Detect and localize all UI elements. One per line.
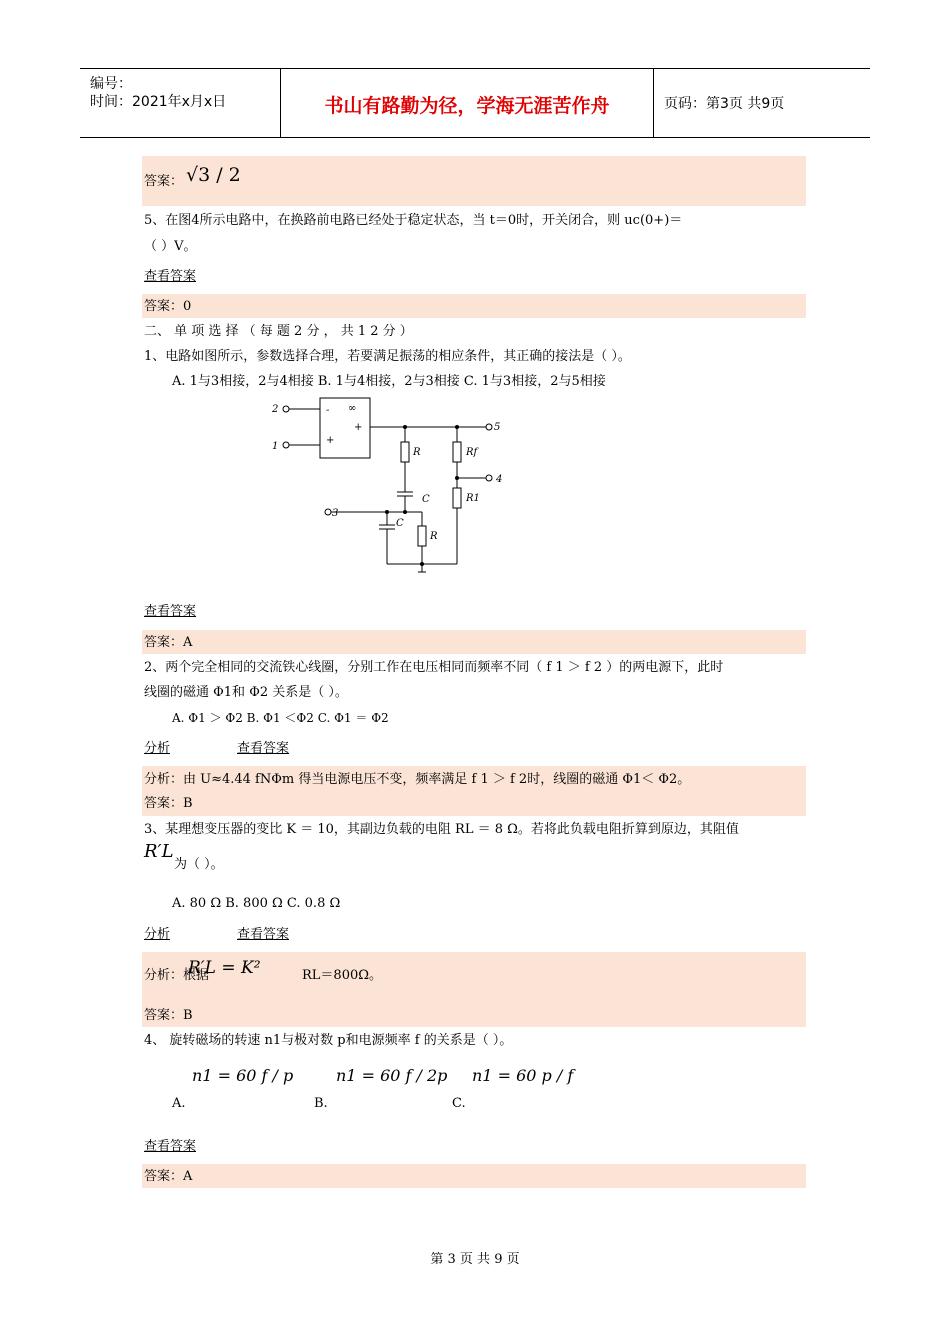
q5-stem-line2: （ ）V。: [144, 239, 197, 254]
label-c-top: C: [422, 494, 430, 505]
q3-stem-line2: 为（ ）。: [174, 857, 224, 872]
q4-option-a-label: A.: [172, 1096, 186, 1111]
label-r-bottom: R: [430, 531, 438, 542]
page-code: 页码：第3页 共9页: [664, 96, 785, 112]
q3-analysis-link[interactable]: 分析: [144, 927, 171, 942]
motto: 书山有路勤为径，学海无涯苦作舟: [324, 95, 610, 117]
q4-stem: 4、 旋转磁场的转速 n1与极对数 p和电源频率 f 的关系是（ ）。: [144, 1033, 513, 1048]
q1-answer: 答案：A: [144, 635, 193, 650]
q3-stem-line1: 3、某理想变压器的变比 K ＝ 10，其副边负载的电阻 RL ＝ 8 Ω。若将此负载电阻折算到原边，其阻值: [144, 822, 739, 837]
label-n2: 2: [272, 404, 279, 415]
label-inf: ∞: [348, 403, 357, 414]
q4-answer: 答案：A: [144, 1169, 193, 1184]
q3-answer: 答案：B: [144, 1008, 193, 1023]
label-n1: 1: [272, 441, 279, 452]
label-c-bottom: C: [396, 518, 404, 529]
document-time-label: 时间：2021年x月x日: [90, 94, 227, 110]
label-n5: 5: [494, 422, 501, 433]
q4-option-b-label: B.: [314, 1096, 328, 1111]
q2-analysis-link[interactable]: 分析: [144, 741, 171, 756]
q2-view-answer-link[interactable]: 查看答案: [237, 741, 290, 756]
answer-band-q5: [142, 294, 806, 318]
terminal-4: [486, 475, 492, 481]
terminal-5: [486, 424, 492, 430]
label-n3: 3: [332, 508, 339, 519]
q1-options: A. 1与3相接，2与4相接 B. 1与4相接，2与3相接 C. 1与3相接，2与5相接: [172, 374, 606, 389]
q2-answer: 答案：B: [144, 796, 193, 811]
answer-band-q4: [142, 1164, 806, 1188]
q2-options: A. Φ1 ＞ Φ2 B. Φ1 ＜Φ2 C. Φ1 ＝ Φ2: [172, 711, 389, 725]
header-meta-cell: [80, 69, 281, 137]
resistor-r-top: [401, 442, 409, 462]
terminal-3: [325, 509, 331, 515]
label-n4: 4: [496, 474, 503, 485]
q4-option-c-label: C.: [452, 1096, 466, 1111]
terminal-1: [283, 442, 289, 448]
q1-view-answer-link[interactable]: 查看答案: [144, 604, 197, 619]
q1-circuit-diagram: [260, 392, 520, 582]
q3-analysis-prefix: 分析：根据: [144, 968, 210, 983]
answer-band-q1: [142, 630, 806, 654]
resistor-r-bottom: [418, 526, 426, 546]
q3-options: A. 80 Ω B. 800 Ω C. 0.8 Ω: [172, 896, 341, 911]
section-title: 二、 单 项 选 择 （ 每 题 2 分 ， 共 1 2 分 ）: [144, 324, 413, 339]
q4-option-b-formula: n1 = 60 f / 2p: [336, 1066, 448, 1085]
label-minus: -: [326, 405, 330, 416]
q3-analysis-suffix: RL＝800Ω。: [302, 968, 383, 983]
prev-answer-value: √3 / 2: [186, 164, 241, 186]
label-plus: +: [326, 435, 335, 446]
q3-view-answer-link[interactable]: 查看答案: [237, 927, 290, 942]
label-r-top: R: [413, 447, 421, 458]
q2-analysis: 分析：由 U≈4.44 fNΦm 得当电源电压不变，频率满足 f 1 ＞ f 2时，线圈的磁通 Φ1＜ Φ2。: [144, 772, 691, 787]
q2-stem-line1: 2、两个完全相同的交流铁心线圈，分别工作在电压相同而频率不同（ f 1 ＞ f 2 ）的两电源下，此时: [144, 660, 724, 675]
q5-stem-line1: 5、在图4所示电路中，在换路前电路已经处于稳定状态，当 t＝0时，开关闭合，则 uc(0+)＝: [144, 213, 683, 228]
q3-rl-prime: R′L: [144, 841, 174, 862]
q5-answer: 答案：0: [144, 299, 192, 314]
q4-view-answer-link[interactable]: 查看答案: [144, 1139, 197, 1154]
document-number-label: 编号：: [90, 76, 132, 92]
page-footer: 第 3 页 共 9 页: [430, 1252, 520, 1267]
header-page-cell: [654, 69, 870, 137]
resistor-r1: [453, 488, 461, 508]
label-plus2: +: [354, 422, 363, 433]
q5-view-answer-link[interactable]: 查看答案: [144, 269, 197, 284]
terminal-2: [283, 406, 289, 412]
q4-option-c-formula: n1 = 60 p / f: [472, 1066, 574, 1085]
prev-answer-label: 答案：: [144, 174, 184, 189]
resistor-rf: [453, 442, 461, 462]
label-rf: Rf: [466, 447, 478, 458]
q4-option-a-formula: n1 = 60 f / p: [192, 1066, 294, 1085]
q3-analysis-equation: R′L = K²: [188, 958, 261, 978]
q2-stem-line2: 线圈的磁通 Φ1和 Φ2 关系是（ ）。: [144, 685, 348, 700]
label-r1: R1: [466, 493, 480, 504]
answer-band-prev: [142, 156, 806, 206]
header-motto-cell: [281, 69, 654, 137]
q1-stem: 1、电路如图所示，参数选择合理，若要满足振荡的相应条件，其正确的接法是（ ）。: [144, 349, 631, 364]
page-header: [80, 68, 870, 138]
